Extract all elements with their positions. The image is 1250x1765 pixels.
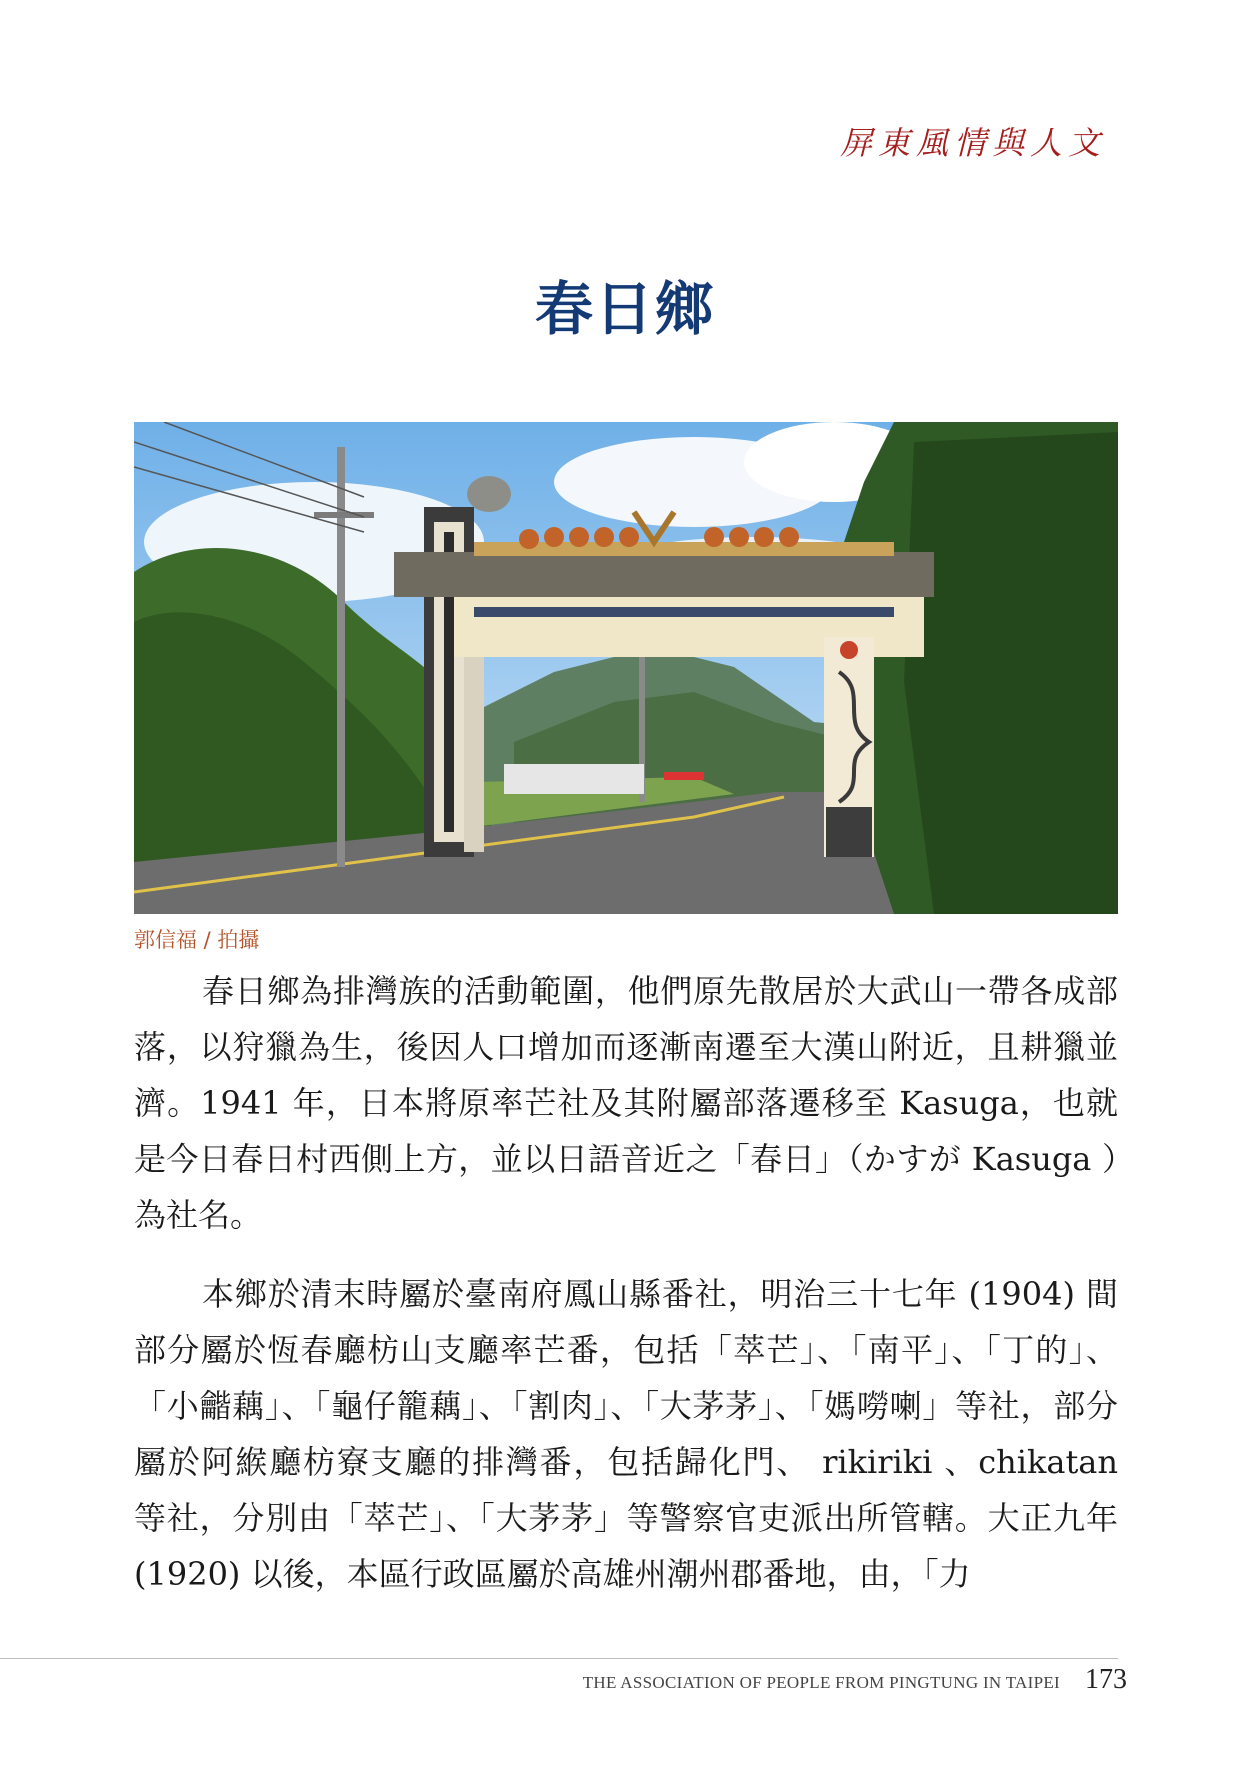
photo-caption: 郭信福 / 拍攝	[134, 928, 260, 952]
footer-divider	[0, 1658, 1118, 1659]
series-title: 屏東風情與人文	[839, 124, 1106, 162]
page-number: 173	[1085, 1664, 1127, 1695]
township-gate-photo	[134, 422, 1118, 914]
footer-association-name: THE ASSOCIATION OF PEOPLE FROM PINGTUNG IN TAIPEI	[582, 1673, 1060, 1692]
chapter-title: 春日鄉	[534, 275, 715, 343]
body-paragraph-1: 春日鄉為排灣族的活動範圍，他們原先散居於大武山一帶各成部落，以狩獵為生，後因人口增加而逐漸南遷至大漢山附近，且耕獵並濟。1941 年，日本將原率芒社及其附屬部落遷移至 Kasuga，也就是今日春日村西側上方，並以日語音近之「春日」（かすが Kasuga ）為社名。	[134, 972, 1118, 1234]
body-paragraph-2: 本鄉於清末時屬於臺南府鳳山縣番社，明治三十七年 (1904) 間部分屬於恆春廳枋山支廳率芒番，包括「萃芒」、「南平」、「丁的」、「小龤藕」、「龜仔籠藕」、「割肉」、「大茅茅」、「媽嘮喇」等社，部分屬於阿緱廳枋寮支廳的排灣番，包括歸化門、 rikiriki 、chikatan 等社，分別由「萃芒」、「大茅茅」等警察官吏派出所管轄。大正九年 (1920) 以後，本區行政區屬於高雄州潮州郡番地，由，「力	[134, 1275, 1118, 1593]
